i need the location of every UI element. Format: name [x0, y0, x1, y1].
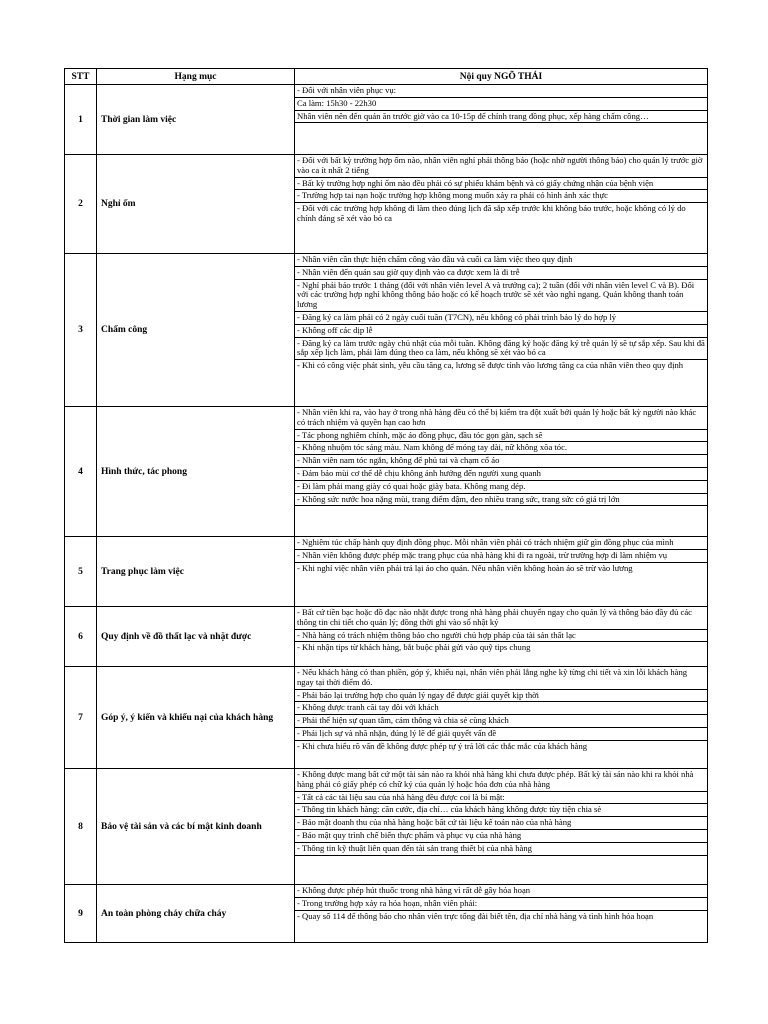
rule-line: - Tất cả các tài liệu sau của nhà hàng đều được coi là bí mật:	[295, 792, 707, 805]
section-rules	[295, 407, 708, 537]
section-rules	[295, 155, 708, 254]
section-title: Chấm công	[97, 254, 295, 407]
rule-line: - Thông tin kỹ thuật liên quan đến tài sản trang thiết bị của nhà hàng	[295, 843, 707, 856]
section-rules	[295, 254, 708, 407]
section-rules	[295, 885, 708, 943]
rule-line: - Nhân viên cần thực hiện chấm công vào đầu và cuối ca làm việc theo quy định	[295, 254, 707, 267]
rule-line: - Đăng ký ca làm trước ngày chủ nhật của mỗi tuần. Không đăng ký hoặc đăng ký trễ quản lý sẽ tự sắp xếp. Sau khi đã sắp xếp lịch làm, phải làm đúng theo ca làm, nếu không sẽ xét vào bỏ ca	[295, 338, 707, 361]
rule-line: - Nhà hàng có trách nhiệm thông báo cho người chủ hợp pháp của tài sản thất lạc	[295, 630, 707, 643]
rules-list	[295, 85, 707, 135]
rule-line: - Nhân viên đến quán sau giờ quy định vào ca được xem là đi trễ	[295, 267, 707, 280]
section-row	[65, 254, 708, 407]
section-number: 8	[65, 769, 97, 885]
rules-list	[295, 769, 707, 868]
section-number: 6	[65, 607, 97, 667]
rule-line: - Thông tin khách hàng: căn cước, địa chỉ… của khách hàng không được tùy tiện chia sẻ	[295, 804, 707, 817]
section-title: An toàn phòng cháy chữa cháy	[97, 885, 295, 943]
section-number: 9	[65, 885, 97, 943]
rule-line: - Không off các dịp lễ	[295, 325, 707, 338]
header-rules: Nội quy NGÕ THÁI	[295, 69, 708, 85]
header-category: Hạng mục	[97, 69, 295, 85]
section-row	[65, 155, 708, 254]
rule-line: - Trường hợp tai nạn hoặc trường hợp không mong muốn xảy ra phải có hình ảnh xác thực	[295, 190, 707, 203]
section-row	[65, 537, 708, 607]
header-stt: STT	[65, 69, 97, 85]
section-rules	[295, 667, 708, 769]
rule-line: - Không sức nước hoa nặng mùi, trang điểm đậm, đeo nhiều trang sức, trang sức có giá trị lớn	[295, 494, 707, 507]
section-row	[65, 85, 708, 155]
rule-line: - Quay số 114 để thông báo cho nhân viên trực tổng đài biết tên, địa chỉ nhà hàng và tình hình hỏa hoạn	[297, 910, 654, 921]
section-title: Quy định về đồ thất lạc và nhặt được	[97, 607, 295, 667]
rule-line: - Đảm bảo mùi cơ thể dễ chịu không ảnh hưởng đến người xung quanh	[295, 468, 707, 481]
rules-list	[295, 537, 707, 574]
section-number: 2	[65, 155, 97, 254]
rule-line: - Đăng ký ca làm phải có 2 ngày cuối tuần (T7CN), nếu không có phải trình bảo lý do hợp lý	[295, 312, 707, 325]
rule-line: - Bất cứ tiền bạc hoặc đồ đạc nào nhặt được trong nhà hàng phải chuyển ngay cho quản lý và thông báo đầy đủ các thông tin chi tiết cho quản lý; đồng thời ghi vào sổ nhật ký	[295, 607, 707, 630]
section-number: 3	[65, 254, 97, 407]
rule-line: - Khi nhận tips từ khách hàng, bắt buộc phải gửi vào quỹ tips chung	[297, 642, 531, 653]
rules-list	[295, 667, 707, 753]
rules-list	[295, 885, 707, 922]
rule-line: - Bảo mật doanh thu của nhà hàng hoặc bất cứ tài liệu kế toán nào của nhà hàng	[295, 817, 707, 830]
rule-line: - Nhân viên nam tóc ngắn, không để phủ tai và chạm cổ áo	[295, 455, 707, 468]
section-title: Nghỉ ốm	[97, 155, 295, 254]
rule-line: - Đối với bất kỳ trường hợp ốm nào, nhân viên nghỉ phải thông báo (hoặc nhờ người thông báo) cho quản lý trước giờ vào ca ít nhất 2 tiếng	[295, 155, 707, 178]
section-rules	[295, 537, 708, 607]
rule-line: - Đối với nhân viên phục vụ:	[295, 85, 707, 98]
rule-line: - Khi nghỉ việc nhân viên phải trả lại áo cho quán. Nếu nhân viên không hoàn áo sẽ trừ vào lương	[297, 562, 633, 573]
section-title: Trang phục làm việc	[97, 537, 295, 607]
rules-list	[295, 407, 707, 518]
section-row	[65, 769, 708, 885]
rule-line: - Không được tranh cãi tay đôi với khách	[295, 702, 707, 715]
section-title: Góp ý, ý kiến và khiếu nại của khách hàng	[97, 667, 295, 769]
rule-line	[295, 856, 707, 868]
rule-line: - Phải lịch sự và nhã nhặn, đúng lý lẽ để giải quyết vấn đề	[295, 728, 707, 741]
rule-line: - Khi chưa hiểu rõ vấn đề không được phép tự ý trả lời các thắc mắc của khách hàng	[297, 740, 588, 751]
rule-line: - Bảo mật quy trình chế biến thực phẩm và phục vụ của nhà hàng	[295, 830, 707, 843]
rule-line: - Trong trường hợp xảy ra hỏa hoạn, nhân viên phải:	[295, 898, 707, 911]
rule-line: Ca làm: 15h30 - 22h30	[295, 98, 707, 111]
section-row	[65, 607, 708, 667]
section-title: Hình thức, tác phong	[97, 407, 295, 537]
rule-line	[295, 123, 707, 135]
rule-line: - Phải báo lại trường hợp cho quản lý ngay để được giải quyết kịp thời	[295, 690, 707, 703]
rule-line: - Nghỉ phải báo trước 1 tháng (đối với nhân viên level A và trưởng ca); 2 tuần (đối với nhân viên level C và B). Đối với các trường hợp nghỉ không thông báo hoặc có kế hoạch trước sẽ xét vào nghỉ ngang. Quản không thanh toán lương	[295, 280, 707, 312]
section-row	[65, 667, 708, 769]
rule-line: - Nhân viên không được phép mặc trang phục của nhà hàng khi đi ra ngoài, trừ trường hợp đi làm nhiệm vụ	[295, 550, 707, 563]
rules-list	[295, 254, 707, 372]
rule-line: - Nếu khách hàng có than phiền, góp ý, khiếu nại, nhân viên phải lắng nghe kỹ từng chi tiết và xin lỗi khách hàng ngay tại thời điểm đó.	[295, 667, 707, 690]
section-title: Thời gian làm việc	[97, 85, 295, 155]
section-rules	[295, 607, 708, 667]
rule-line	[295, 506, 707, 518]
section-rules	[295, 85, 708, 155]
rule-line: - Đối với các trường hợp không đi làm theo đúng lịch đã sắp xếp trước khi không báo trước, hoặc không có lý do chính đáng sẽ xét vào bỏ ca	[297, 203, 686, 223]
section-number: 4	[65, 407, 97, 537]
section-rules	[295, 769, 708, 885]
header-row	[65, 69, 708, 85]
rule-line: - Không được mang bất cứ một tài sản nào ra khỏi nhà hàng khi chưa được phép. Bất kỳ tài sản nào khi ra khỏi nhà hàng phải có giấy phép có chữ ký của quản lý hoặc hóa đơn của nhà hàng	[295, 769, 707, 792]
section-row	[65, 885, 708, 943]
rule-line: - Đi làm phải mang giày có quai hoặc giày bata. Không mang dép.	[295, 481, 707, 494]
section-title: Bảo vệ tài sản và các bí mật kinh doanh	[97, 769, 295, 885]
rule-line: - Bất kỳ trường hợp nghỉ ốm nào đều phải có sự phiếu khám bệnh và có giấy chứng nhận của bệnh viện	[295, 178, 707, 191]
rule-line: - Không nhuộm tóc sáng màu. Nam không để móng tay dài, nữ không xõa tóc.	[295, 442, 707, 455]
rule-line: - Nghiêm túc chấp hành quy định đồng phục. Mỗi nhân viên phải có trách nhiệm giữ gìn đồng phục của mình	[295, 537, 707, 550]
rule-line: - Không được phép hút thuốc trong nhà hàng vì rất dễ gây hỏa hoạn	[295, 885, 707, 898]
section-number: 5	[65, 537, 97, 607]
rules-list	[295, 607, 707, 654]
section-number: 7	[65, 667, 97, 769]
rules-table	[64, 68, 708, 943]
rule-line: Nhân viên nên đến quán ăn trước giờ vào ca 10-15p để chỉnh trang đồng phục, xếp hàng chấm công…	[295, 111, 707, 124]
section-row	[65, 407, 708, 537]
rule-line: - Phải thể hiện sự quan tâm, cảm thông và chia sẻ cùng khách	[295, 715, 707, 728]
rules-list	[295, 155, 707, 225]
rule-line: - Tác phong nghiêm chỉnh, mặc áo đồng phục, đầu tóc gọn gàn, sạch sẽ	[295, 430, 707, 443]
section-number: 1	[65, 85, 97, 155]
rule-line: - Nhân viên khi ra, vào hay ở trong nhà hàng đều có thể bị kiểm tra đột xuất bởi quản lý hoặc bất kỳ người nào khác có trách nhiệm và quyền hạn cao hơn	[295, 407, 707, 430]
rule-line: - Khi có công việc phát sinh, yêu cầu tăng ca, lương sẽ được tính vào lương tăng ca của nhân viên theo quy định	[297, 360, 684, 371]
